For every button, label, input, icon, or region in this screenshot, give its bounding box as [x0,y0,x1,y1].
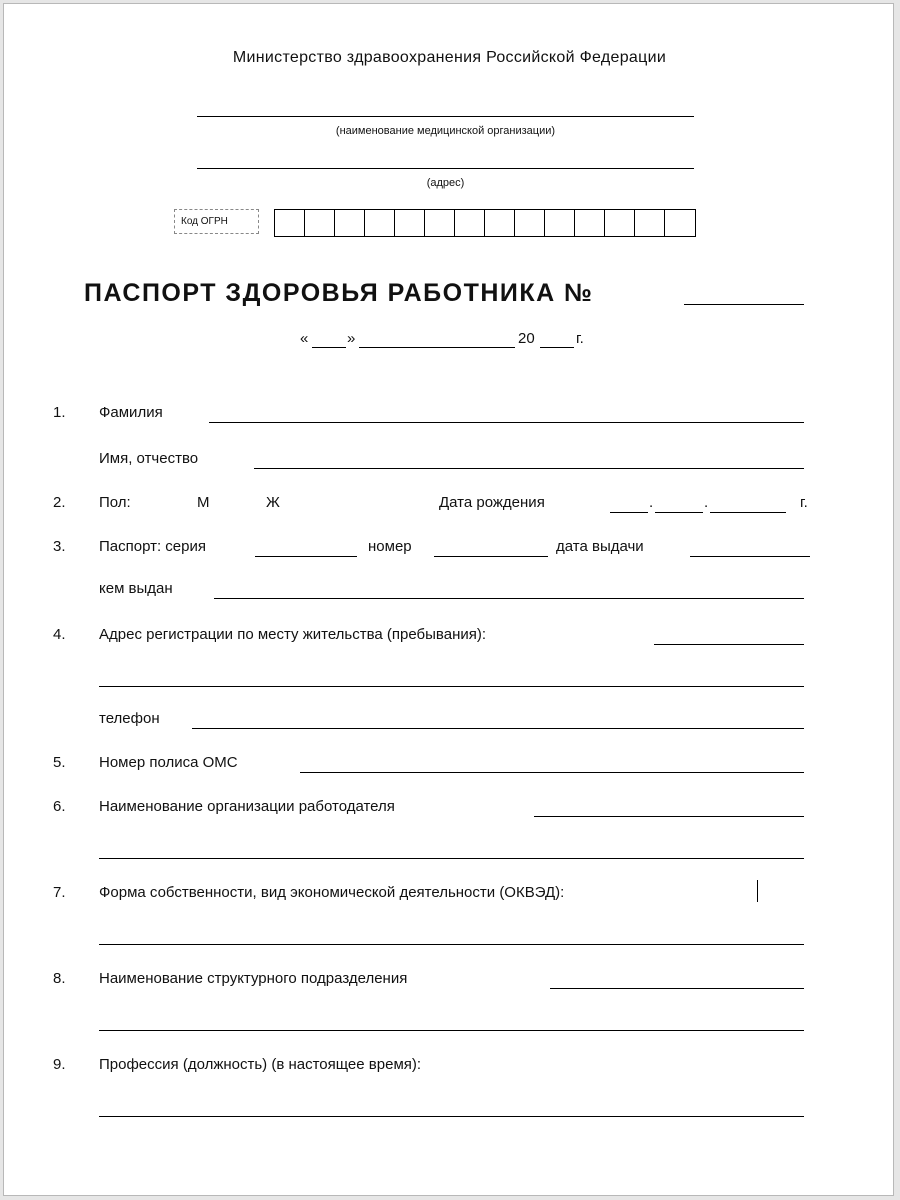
ogrn-code-input[interactable] [274,209,696,237]
item-number-1: 1. [53,404,66,421]
item-number-3: 3. [53,538,66,555]
phone-field[interactable] [192,728,804,729]
ogrn-digit-cell[interactable] [455,210,485,236]
ogrn-digit-cell[interactable] [605,210,635,236]
oms-policy-field[interactable] [300,772,804,773]
item-number-2: 2. [53,494,66,511]
org-name-caption: (наименование медицинской организации) [335,125,556,137]
employer-field-2[interactable] [99,858,804,859]
ogrn-digit-cell[interactable] [395,210,425,236]
department-label: Наименование структурного подразделения [99,970,408,987]
item-number-9: 9. [53,1056,66,1073]
registration-address-field-2[interactable] [99,686,804,687]
registration-address-label: Адрес регистрации по месту жительства (пребывания): [99,626,487,643]
date-year-suffix: г. [576,330,584,347]
name-patronymic-field[interactable] [254,468,804,469]
date-month-line[interactable] [359,347,515,348]
profession-label: Профессия (должность) (в настоящее время): [99,1056,422,1073]
date-close-quote: » [347,330,356,347]
date-day-line[interactable] [312,347,346,348]
department-field-2[interactable] [99,1030,804,1031]
passport-series-label: Паспорт: серия [99,538,206,555]
passport-number-field[interactable] [434,556,548,557]
oms-policy-label: Номер полиса ОМС [99,754,238,771]
date-year-line[interactable] [540,347,574,348]
surname-field[interactable] [209,422,804,423]
registration-address-field[interactable] [654,644,804,645]
birth-day-field[interactable] [610,512,648,513]
ogrn-digit-cell[interactable] [635,210,665,236]
birth-date-label: Дата рождения [439,494,545,511]
birth-month-field[interactable] [655,512,703,513]
sex-option-male[interactable]: М [197,494,210,511]
phone-label: телефон [99,710,160,727]
item-number-4: 4. [53,626,66,643]
document-title: ПАСПОРТ ЗДОРОВЬЯ РАБОТНИКА № [84,279,594,307]
item-number-6: 6. [53,798,66,815]
passport-series-field[interactable] [255,556,357,557]
passport-issue-date-field[interactable] [690,556,810,557]
passport-number-label: номер [368,538,412,555]
employer-field[interactable] [534,816,804,817]
ogrn-digit-cell[interactable] [575,210,605,236]
sex-label: Пол: [99,494,131,511]
ownership-okved-field[interactable] [99,944,804,945]
ogrn-digit-cell[interactable] [305,210,335,236]
ogrn-digit-cell[interactable] [665,210,695,236]
text-cursor [757,880,758,902]
address-line[interactable] [197,168,694,169]
ogrn-digit-cell[interactable] [515,210,545,236]
surname-label: Фамилия [99,404,163,421]
name-patronymic-label: Имя, отчество [99,450,199,467]
ogrn-digit-cell[interactable] [365,210,395,236]
ogrn-digit-cell[interactable] [425,210,455,236]
birth-year-suffix: г. [800,494,808,511]
passport-number-line[interactable] [684,304,804,305]
ogrn-label: Код ОГРН [174,209,259,234]
ogrn-digit-cell[interactable] [545,210,575,236]
issued-by-label: кем выдан [99,580,173,597]
ogrn-digit-cell[interactable] [335,210,365,236]
org-name-line[interactable] [197,116,694,117]
birth-date-dot-1: . [649,494,654,511]
birth-year-field[interactable] [710,512,786,513]
issued-by-field[interactable] [214,598,804,599]
department-field[interactable] [550,988,804,989]
ownership-okved-label: Форма собственности, вид экономической деятельности (ОКВЭД): [99,884,565,901]
profession-field[interactable] [99,1116,804,1117]
date-open-quote: « [300,330,309,347]
ministry-heading: Министерство здравоохранения Российской Федерации [232,49,667,66]
item-number-8: 8. [53,970,66,987]
address-caption: (адрес) [426,177,465,189]
item-number-7: 7. [53,884,66,901]
item-number-5: 5. [53,754,66,771]
date-year-prefix: 20 [518,330,535,347]
sex-option-female[interactable]: Ж [266,494,280,511]
passport-issue-date-label: дата выдачи [556,538,644,555]
birth-date-dot-2: . [704,494,709,511]
ogrn-digit-cell[interactable] [485,210,515,236]
passport-page [3,3,894,1196]
ogrn-digit-cell[interactable] [275,210,305,236]
employer-label: Наименование организации работодателя [99,798,395,815]
